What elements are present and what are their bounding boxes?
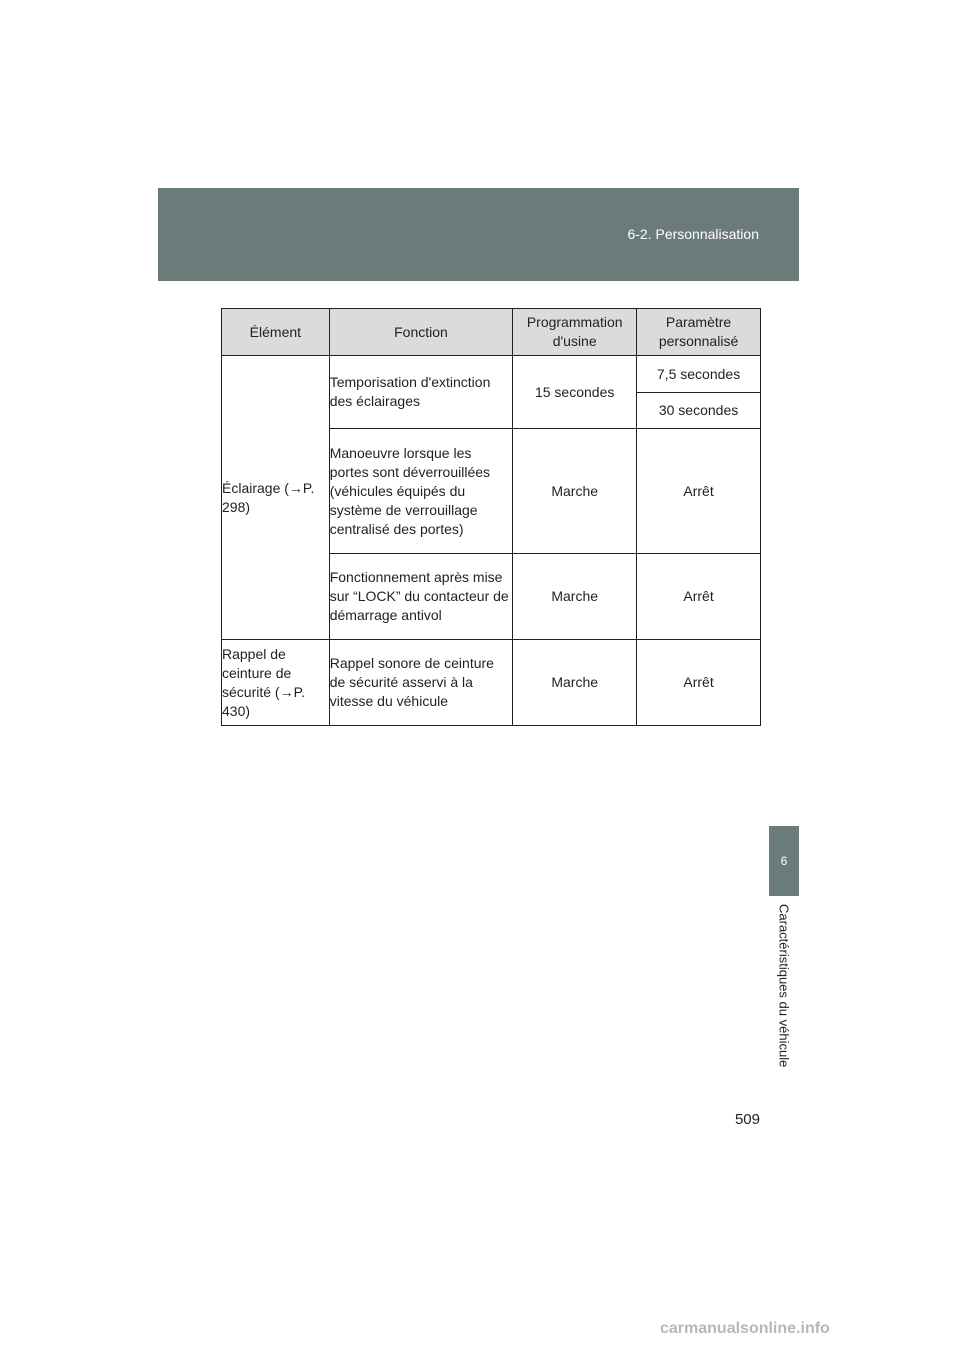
custom-cell: Arrêt (637, 554, 761, 640)
custom-cell: Arrêt (637, 640, 761, 726)
header-element: Élément (222, 309, 330, 356)
table-row (222, 640, 761, 726)
page-number: 509 (734, 1111, 760, 1128)
header-factory-setting: Programmation d'usine (513, 309, 637, 356)
function-cell: Temporisation d'extinction des éclairages (329, 356, 513, 429)
chapter-tab (769, 826, 799, 896)
custom-cell: 7,5 secondes (637, 356, 761, 393)
chapter-label: Caractéristiques du véhicule (776, 904, 792, 1068)
chapter-number: 6 (780, 854, 788, 868)
factory-cell: 15 secondes (513, 356, 637, 429)
function-cell: Fonctionnement après mise sur “LOCK” du contacteur de démarrage antivol (329, 554, 513, 640)
factory-cell: Marche (513, 554, 637, 640)
function-cell: Rappel sonore de ceinture de sécurité asservi à la vitesse du véhicule (329, 640, 513, 726)
watermark: carmanualsonline.info (660, 1320, 830, 1337)
header-custom-setting: Paramètre personnalisé (637, 309, 761, 356)
custom-cell: 30 secondes (637, 393, 761, 429)
table-row (222, 356, 761, 393)
customization-table (221, 308, 761, 726)
function-cell: Manoeuvre lorsque les portes sont déverrouillées (véhicules équipés du système de verrouillage centralisé des portes) (329, 429, 513, 554)
table-header-row (222, 309, 761, 356)
factory-cell: Marche (513, 640, 637, 726)
factory-cell: Marche (513, 429, 637, 554)
header-function: Fonction (329, 309, 513, 356)
custom-cell: Arrêt (637, 429, 761, 554)
element-cell: Rappel de ceinture de sécurité (→P. 430) (222, 640, 330, 726)
section-title: 6-2. Personnalisation (627, 226, 759, 242)
header-band (158, 188, 799, 281)
element-cell: Éclairage (→P. 298) (222, 356, 330, 640)
